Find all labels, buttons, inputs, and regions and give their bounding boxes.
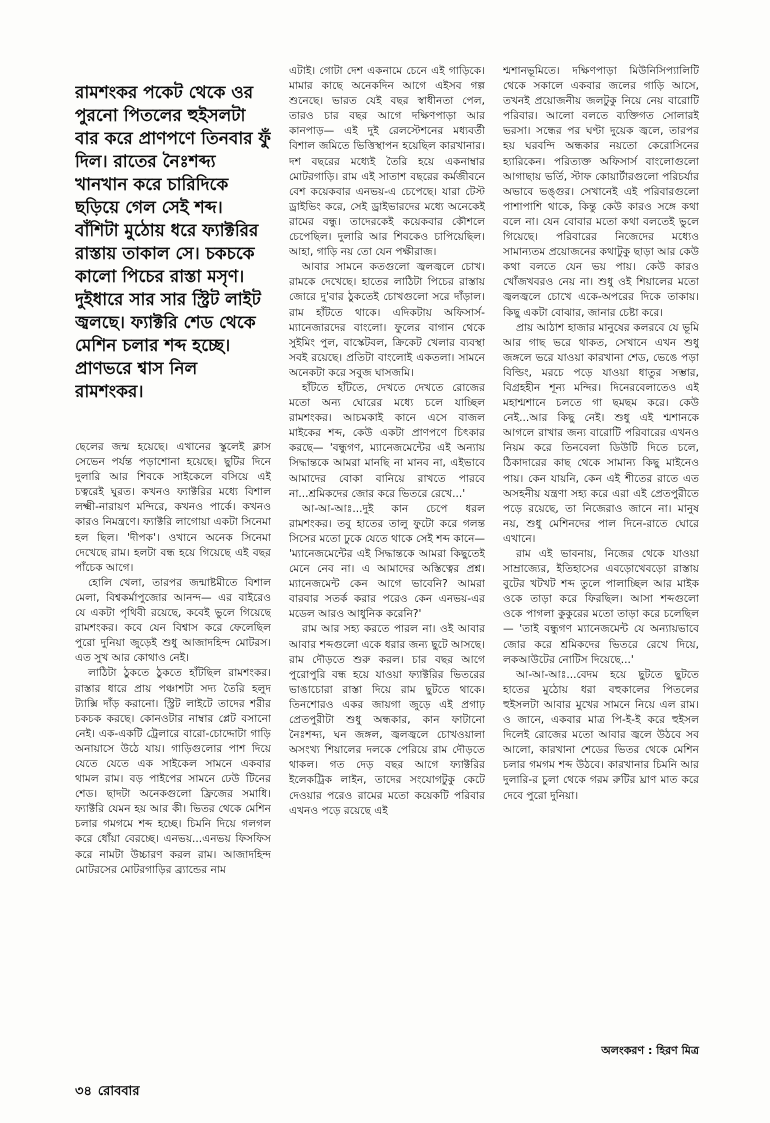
text-column-2 (289, 64, 485, 1061)
page-footer (75, 1082, 139, 1103)
text-column-1 (75, 64, 271, 1061)
story-paragraph: হোলি খেলা, তারপর জন্মাষ্টমীতে বিশাল মেলা, বিশ্বকর্মাপুজোর আনন্দ— এর বাইরেও যে একটা পৃথিবী রয়েছে, কবেই ভুলে গিয়েছে রামশংকর। কবে যেন বিশ্বাস করে ফেলেছিল পুরো দুনিয়া জুড়েই শুধু আজাদহিন্দ মোটরস। এত সুখ আর কোথাও নেই। (75, 576, 271, 665)
story-paragraph: আ-আ-আঃ...দুই কান চেপে ধরল রামশংকর। তবু হাতের তালু ফুটো করে গলন্ত সিসের মতো ঢুকে যেতে থাকে সেই শব্দ কানে— 'ম্যানেজমেন্টের এই সিদ্ধান্তকে আমরা কিছুতেই মেনে নেব না। এ আমাদের অস্তিত্বের প্রশ্ন। ম্যানেজমেন্ট কেন আগে ভাবেনি? আমরা বারবার সতর্ক করার পরেও কেন এনভয়-এর মডেল আরও আধুনিক করেনি?' (289, 502, 485, 621)
story-lede: রামশংকর পকেট থেকে ওর পুরনো পিতলের হুইসলটা বার করে প্রাণপণে তিনবার ফুঁ দিল। রাতের নৈঃশব্দ্য খানখান করে চারিদিকে ছড়িয়ে গেল সেই শব্দ। বাঁশিটা মুঠোয় ধরে ফ্যাক্টরির রাস্তায় তাকাল সে। চকচকে কালো পিচের রাস্তা মসৃণ। দুইধারে সার সার স্ট্রিট লাইট জ্বলছে। ফ্যাক্টরি শেড থেকে মেশিন চলার শব্দ হচ্ছে। প্রাণভরে শ্বাস নিল রামশংকর। (75, 83, 271, 402)
column-1-text (75, 440, 271, 878)
story-paragraph: রাম আর সহ্য করতে পারল না। ওই আবার আবার শব্দগুলো একে ধরার জন্য ছুটে আসছে। রাম দৌড়তে শুরু করল। চার বছর আগে পুরোপুরি বন্ধ হয়ে যাওয়া ফ্যাক্টরির ভিতরের ভাঙাচোরা রাস্তা দিয়ে রাম ছুটতে থাকে। তিনশোরও একর জায়গা জুড়ে এই প্রগাঢ় প্রেতপুরীটা শুধু অন্ধকার, কান ফাটানো নৈঃশব্দ্য, ঘন জঙ্গল, জ্বলজ্বলে চোখওয়ালা অসংখ্য শিয়ালের দলকে পেরিয়ে রাম দৌড়তে থাকল। গত দেড় বছর আগে ফ্যাক্টরির ইলেকট্রিক লাইন, তাদের সংযোগটুকু কেটে দেওয়ার পরেও রামের মতো কয়েকটি পরিবার এখনও পড়ে রয়েছে এই (289, 623, 485, 817)
story-paragraph: লাঠিটা ঠুকতে ঠুকতে হাঁটছিল রামশংকর। রাস্তার ধারে প্রায় পঞ্চাশটা সদ্য তৈরি হলুদ ট্যাক্সি দাঁড় করানো। স্ট্রিট লাইটে তাদের শরীর চকচক করছে। কোনওটার নাম্বার প্লেট বসানো নেই। এক-একটি ট্রেলারে বারো-চোদ্দোটা গাড়ি অনায়াসে উঠে যায়। গাড়িগুলোর পাশ দিয়ে যেতে যেতে এক সাইকেল সামনে একবার থামল রাম। বড় পাইপের সামনে ঢেউ টিনের শেড। ছাদটা অনেকগুলো ফ্রিজের সমাধি। ফ্যাক্টরি যেমন হয় আর কী। ভিতর থেকে মেশিন চলার গমগমে শব্দ হচ্ছে। চিমনি দিয়ে গলগল করে ধোঁয়া বেরচ্ছে। এনভয়...এনভয় ফিসফিস করে নামটা উচ্চারণ করল রাম। আজাদহিন্দ মোটরসের মোটরগাড়ির ব্র্যান্ডের নাম (75, 667, 271, 876)
story-paragraph: ছেলের জন্ম হয়েছে। এখানের স্কুলেই ক্লাস সেভেন পর্যন্ত পড়াশোনা হয়েছে। ছুটির দিনে দুলারি আর শিবকে সাইকেলে বসিয়ে এই চত্বরেই ঘুরত। কখনও ফ্যাক্টরির মধ্যে বিশাল লক্ষ্মী-নারায়ণ মন্দিরে, কখনও পার্কে। কখনও কারও নিমন্ত্রণে। ফ্যাক্টরি লাগোয়া একটা সিনেমা হল ছিল। 'দীপক'। ওখানে অনেক সিনেমা দেখেছে রাম। হলটা বন্ধ হয়ে গিয়েছে এই বছর পাঁচেক আগে। (75, 441, 271, 574)
text-column-3 (503, 64, 699, 1061)
magazine-brand: রোববার (97, 1084, 140, 1099)
column-3-text (503, 64, 699, 804)
story-paragraph: আ-আ-আঃ...বেদম হয়ে ছুটতে ছুটতে হাতের মুঠোয় ধরা বহুকালের পিতলের হুইসলটা আবার মুখের সামনে নিয়ে এল রাম। ও জানে, একবার মাত্র পি-ই-ই করে হুইসল দিলেই রোজের মতো আবার জ্বলে উঠবে সব আলো, কারখানা শেডের ভিতর থেকে মেশিন চলার গমগম শব্দ উঠবে। কারখানার চিমনি আর দুলারি-র চুলা থেকে গরম রুটির ঘ্রাণ মাত করে দেবে পুরো দুনিয়া। (503, 668, 699, 802)
story-paragraph: প্রায় আঠাশ হাজার মানুষের কলরবে যে ভূমি আর গাছ ভরে থাকত, সেখানে এখন শুধু জঙ্গলে ভরে যাওয়া কারখানা শেড, ভেঙে পড়া বিল্ডিং, মরচে পড়ে যাওয়া ধাতুর সম্ভার, বিগ্রহহীন শূন্য মন্দির। দিনেরবেলাতেও এই মহাশ্মশানে চলতে গা ছমছম করে। কেউ নেই...আর কিছু নেই। শুধু এই শ্মশানকে আগলে রাখার জন্য বারোটি পরিবারের এখনও নিয়ম করে তিনবেলা ডিউটি দিতে চলে, ঠিকাদারের কাছ থেকে সামান্য কিছু মাইনেও পায়। কেন যায়নি, কেন এই শীতের রাতে এত অসহনীয় যন্ত্রণা সহ্য করে এরা এই প্রেতপুরীতে পড়ে রয়েছে, তা নিজেরাও জানে না। মানুষ নয়, শুধু মেশিনদের পাল দিনে-রাতে ঘোরে এখানে। (503, 321, 699, 545)
illustration-credit: অলংকরণ : হিরণ মিত্র (601, 1044, 699, 1057)
column-2-text (289, 64, 485, 819)
story-paragraph: আবার সামনে কতগুলো জ্বলজ্বলে চোখ। রামকে দেখেছে। হাতের লাঠিটা পিচের রাস্তায় জোরে দু'বার ঠুকতেই চোখগুলো সরে দাঁড়াল। রাম হাঁটতে থাকে। এদিকটায় অফিসার্স-ম্যানেজারদের বাংলো। ফুলের বাগান থেকে সুইমিং পুল, বাস্কেটবল, ক্রিকেট খেলার ব্যবস্থা সবই রয়েছে। প্রতিটা বাংলোই একতলা। সামনে অনেকটা করে সবুজ ঘাসজমি। (289, 261, 485, 379)
story-columns (75, 64, 699, 1061)
story-paragraph: এটাই। গোটা দেশ একনামে চেনে এই গাড়িকে। মামার কাছে অনেকদিন আগে এইসব গল্প শুনেছে। ভারত যেই বছর স্বাধীনতা পেল, তারও চার বছর আগে দক্ষিণপাড়া আর কানপাড়— এই দুই রেলস্টেশনের মধ্যবর্তী বিশাল জমিতে ভিত্তিস্থাপন হয়েছিল কারখানার। দশ বছরের মধ্যেই তৈরি হয়ে একনাম্বার মোটরগাড়ি। রাম এই সাতাশ বছরের কর্মজীবনে বেশ কয়েকবার এনভয়-এ চেপেছে। যারা টেস্ট ড্রাইভিং করে, সেই ড্রাইভারদের মধ্যে অনেকেই রামের বন্ধু। তাদেরকেই কয়েকবার কৌশলে চেপেছিল। দুলারি আর শিবকেও চাপিয়েছিল। আহা, গাড়ি নয় তো যেন পক্ষীরাজ। (289, 65, 485, 259)
story-paragraph: রাম এই ভাবনায়, নিজের থেকে যাওয়া সাম্রাজ্যের, ইতিহাসের এবড়োখেবড়ো রাস্তায় বুটের খটখট শব্দ তুলে পালাচ্ছিল আর মাইক ওকে তাড়া করে ফিরছিল। আসা শব্দগুলো ওকে পাগলা কুকুরের মতো তাড়া করে চলেছিল— 'তাই বন্ধুগণ ম্যানেজমেন্ট যে অন্যায়ভাবে জোর করে শ্রমিকদের ভিতরে রেখে দিয়ে, লকআউটের নোটিস দিয়েছে...' (503, 548, 699, 666)
story-paragraph: শ্মশানভূমিতে। দক্ষিণপাড়া মিউনিসিপ্যালিটি থেকে সকালে একবার জলের গাড়ি আসে, তখনই প্রয়োজনীয় জলটুকু নিয়ে নেয় বারোটি পরিবার। আলো বলতে ব্যক্তিগত সোলারই ভরসা। সন্ধের পর ঘণ্টা দুয়েক জ্বলে, তারপর হয় ঘরবন্দি অন্ধকার নয়তো কেরোসিনের হ্যারিকেন। পরিত্যক্ত অফিসার্স বাংলোগুলো আগাছায় ভর্তি, স্টাফ কোয়ার্টারগুলো পরিচর্যার অভাবে ভঙ্গুর। সেখানেই এই পরিবারগুলো পাশাপাশি থাকে, কিন্তু কেউ কারও সঙ্গে কথা বলে না। যেন বোবার মতো কথা বলতেই ভুলে গিয়েছে। পরিবারের নিজেদের মধ্যেও সামান্যতম প্রয়োজনের কথাটুকু ছাড়া আর কেউ কথা বলতে যেন ভয় পায়। কেউ কারও খোঁজখবরও নেয় না। শুধু ওই শিয়ালের মতো জ্বলজ্বলে চোখে একে-অপরের দিকে তাকায়। কিছু একটা বোঝার, জানার চেষ্টা করে। (503, 65, 699, 319)
page-number: ৩৪ (75, 1084, 92, 1099)
story-paragraph: হাঁটতে হাঁটতে, দেখতে দেখতে রোজের মতো অন্য ঘোরের মধ্যে চলে যাচ্ছিল রামশংকর। আচমকাই কানে এসে বাজল মাইকের শব্দ, কেউ একটা প্রাণপণে চিৎকার করছে— 'বন্ধুগণ, ম্যানেজমেন্টের এই অন্যায় সিদ্ধান্তকে আমরা মানছি না মানব না, এইভাবে আমাদের বোকা বানিয়ে রাখতে পারবে না...শ্রমিকদের জোর করে ভিতরে রেখে...' (289, 381, 485, 500)
